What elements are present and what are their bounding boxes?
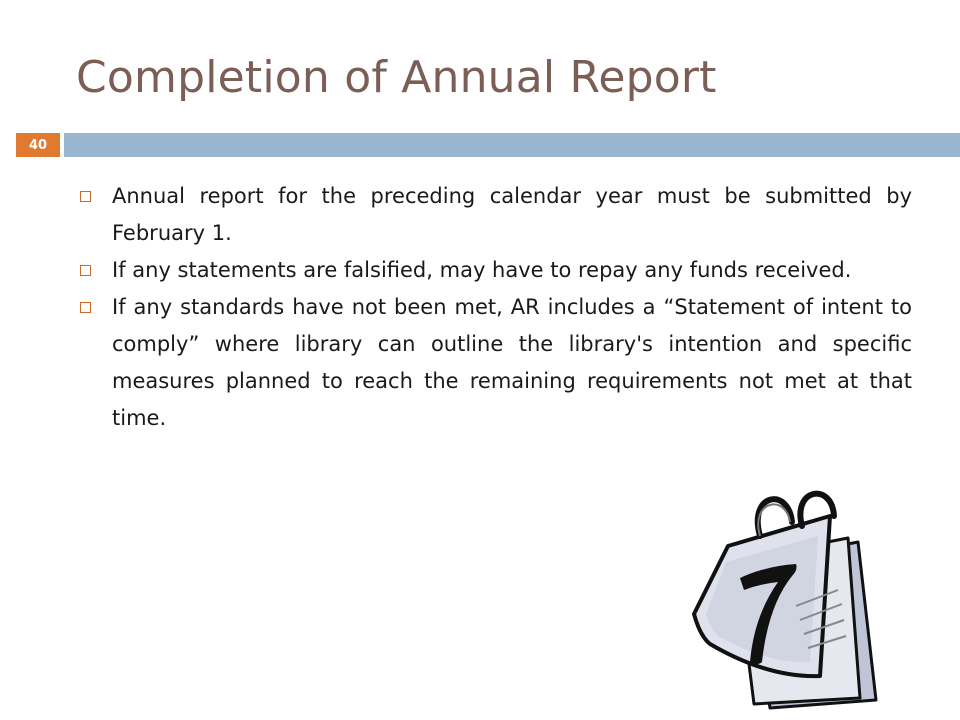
slide-number-badge [16,133,60,157]
calendar-day: 7 [688,486,689,487]
bullet-item [76,289,912,437]
bullet-item [76,178,912,252]
square-bullet-icon [80,302,91,313]
slide-title: Completion of Annual Report [76,52,717,103]
square-bullet-icon [80,191,91,202]
bullet-text: If any standards have not been met, AR includes a “Statement of intent to comply” where library can outline the library's intention and specific measures planned to reach the remaining requirements not met at that time. [112,295,912,430]
square-bullet-icon [80,265,91,276]
bullet-item [76,252,912,289]
bullet-text: If any statements are falsified, may have to repay any funds received. [112,258,852,282]
calendar-icon [688,486,884,712]
slide-number: 40 [28,137,48,153]
bullet-list [76,178,912,437]
bullet-text: Annual report for the preceding calendar year must be submitted by February 1. [112,184,912,245]
header-bar [64,133,960,157]
